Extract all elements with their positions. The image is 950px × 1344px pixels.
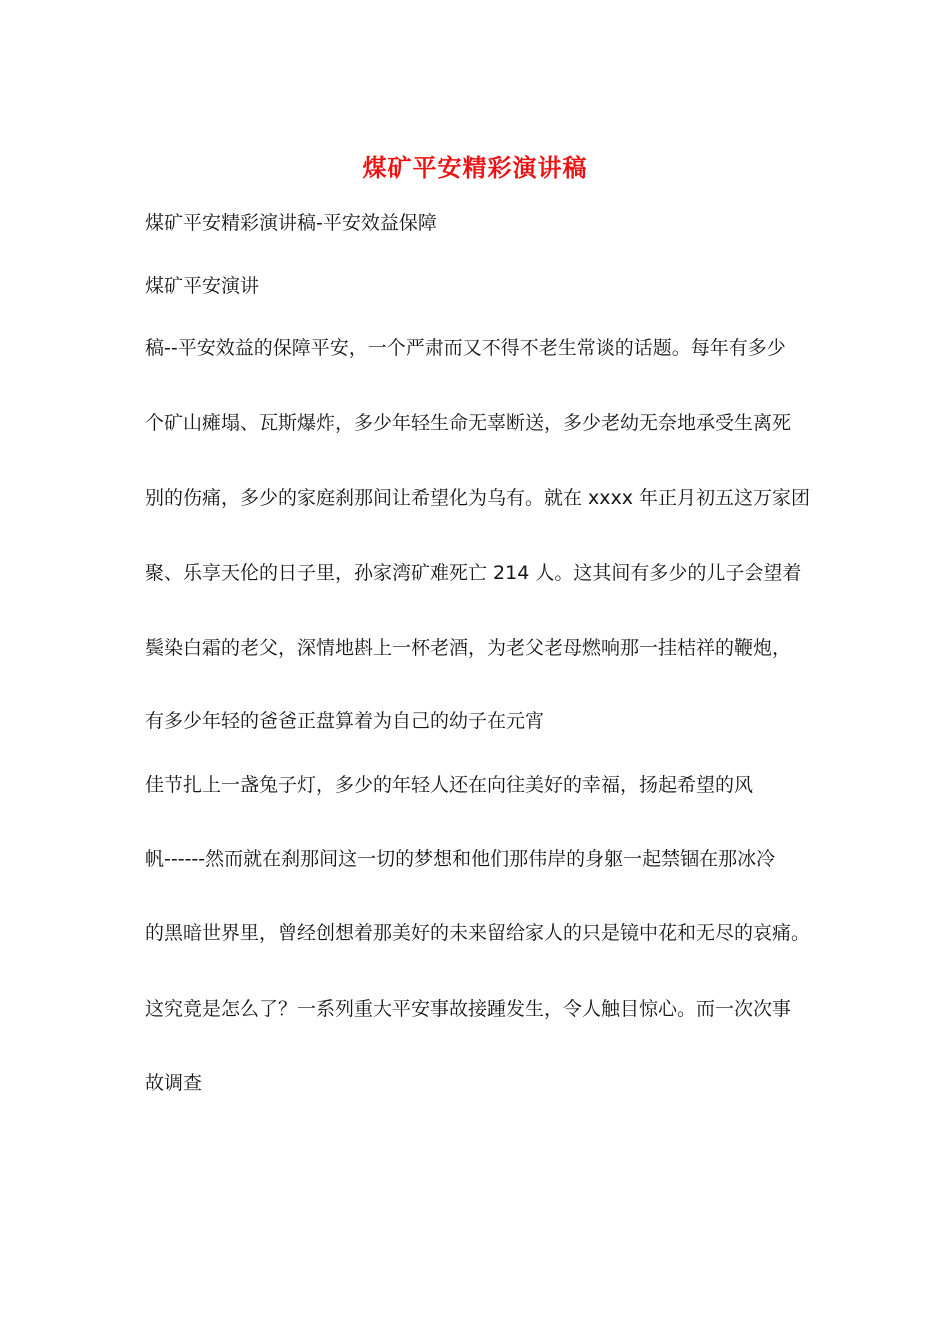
text-line: 有多少年轻的爸爸正盘算着为自己的幼子在元宵 xyxy=(145,710,545,732)
document-title: 煤矿平安精彩演讲稿 xyxy=(362,153,588,182)
text-line: 这究竟是怎么了？一系列重大平安事故接踵发生，令人触目惊心。而一次次事 xyxy=(145,998,792,1020)
text-line: 鬓染白霜的老父，深情地斟上一杯老酒，为老父老母燃响那一挂桔祥的鞭炮， xyxy=(145,637,792,659)
text-line: 的黑暗世界里，曾经创想着那美好的未来留给家人的只是镜中花和无尽的哀痛。 xyxy=(145,922,811,944)
text-line: 别的伤痛，多少的家庭刹那间让希望化为乌有。就在 xxxx 年正月初五这万家团 xyxy=(145,487,811,509)
text-line: 煤矿平安精彩演讲稿-平安效益保障 xyxy=(145,212,437,234)
text-line: 帆------然而就在刹那间这一切的梦想和他们那伟岸的身躯一起禁锢在那冰冷 xyxy=(145,848,776,870)
text-line: 故调查 xyxy=(145,1072,203,1094)
text-line: 煤矿平安演讲 xyxy=(145,275,260,297)
text-line: 稿--平安效益的保障平安，一个严肃而又不得不老生常谈的话题。每年有多少 xyxy=(145,337,786,359)
text-line: 个矿山瘫塌、瓦斯爆炸，多少年轻生命无辜断送，多少老幼无奈地承受生离死 xyxy=(145,412,792,434)
text-line: 佳节扎上一盏兔子灯，多少的年轻人还在向往美好的幸福，扬起希望的风 xyxy=(145,774,754,796)
text-line: 聚、乐享天伦的日子里，孙家湾矿难死亡 214 人。这其间有多少的儿子会望着 xyxy=(145,562,802,584)
